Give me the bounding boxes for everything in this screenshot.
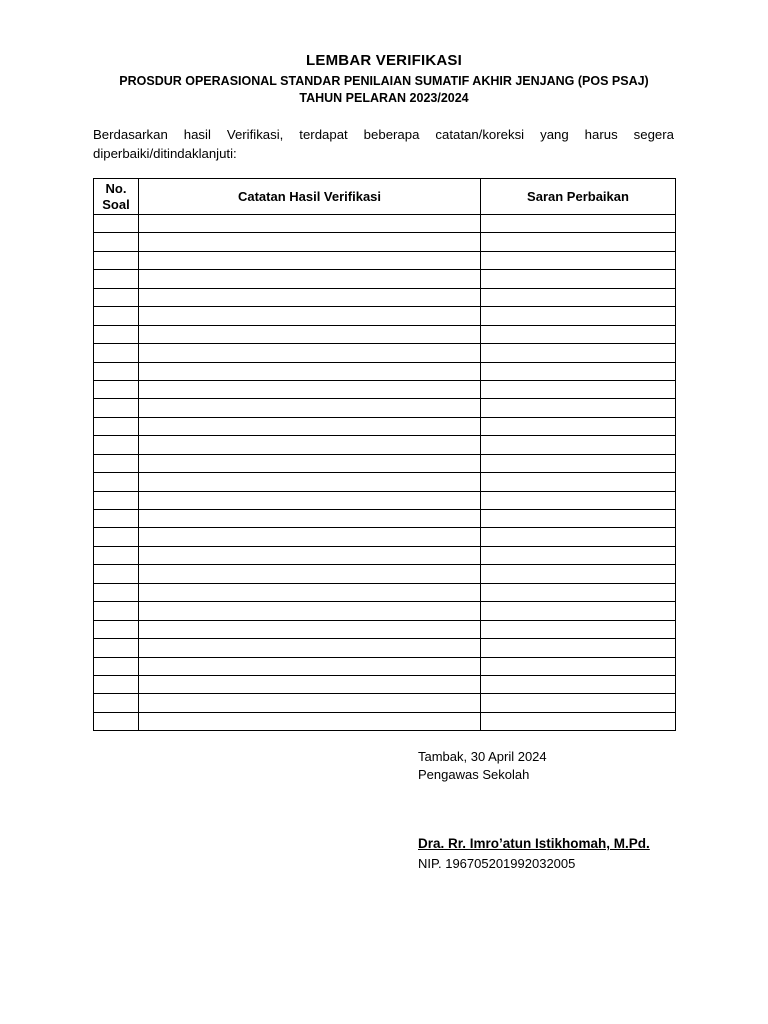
cell-saran[interactable] <box>481 325 676 343</box>
cell-no-soal[interactable] <box>94 657 139 675</box>
cell-catatan[interactable] <box>139 583 481 601</box>
cell-no-soal[interactable] <box>94 546 139 564</box>
cell-catatan[interactable] <box>139 436 481 454</box>
cell-no-soal[interactable] <box>94 712 139 730</box>
table-row <box>94 417 676 435</box>
cell-catatan[interactable] <box>139 417 481 435</box>
cell-no-soal[interactable] <box>94 344 139 362</box>
cell-no-soal[interactable] <box>94 620 139 638</box>
cell-no-soal[interactable] <box>94 380 139 398</box>
cell-catatan[interactable] <box>139 602 481 620</box>
cell-saran[interactable] <box>481 399 676 417</box>
table-row <box>94 399 676 417</box>
cell-catatan[interactable] <box>139 491 481 509</box>
verification-table <box>93 178 676 731</box>
cell-no-soal[interactable] <box>94 473 139 491</box>
cell-catatan[interactable] <box>139 639 481 657</box>
cell-catatan[interactable] <box>139 528 481 546</box>
cell-catatan[interactable] <box>139 675 481 693</box>
table-row <box>94 380 676 398</box>
cell-no-soal[interactable] <box>94 454 139 472</box>
table-row <box>94 510 676 528</box>
cell-no-soal[interactable] <box>94 215 139 233</box>
cell-saran[interactable] <box>481 694 676 712</box>
cell-saran[interactable] <box>481 215 676 233</box>
cell-catatan[interactable] <box>139 546 481 564</box>
cell-saran[interactable] <box>481 233 676 251</box>
cell-catatan[interactable] <box>139 380 481 398</box>
cell-catatan[interactable] <box>139 215 481 233</box>
cell-no-soal[interactable] <box>94 528 139 546</box>
column-header-saran: Saran Perbaikan <box>481 179 676 215</box>
table-row <box>94 288 676 306</box>
cell-saran[interactable] <box>481 565 676 583</box>
cell-catatan[interactable] <box>139 510 481 528</box>
table-row <box>94 325 676 343</box>
cell-saran[interactable] <box>481 602 676 620</box>
table-row <box>94 620 676 638</box>
cell-no-soal[interactable] <box>94 325 139 343</box>
cell-saran[interactable] <box>481 657 676 675</box>
table-row <box>94 233 676 251</box>
table-row <box>94 583 676 601</box>
table-row <box>94 473 676 491</box>
cell-catatan[interactable] <box>139 454 481 472</box>
cell-saran[interactable] <box>481 454 676 472</box>
signature-role: Pengawas Sekolah <box>418 767 530 782</box>
cell-no-soal[interactable] <box>94 362 139 380</box>
cell-catatan[interactable] <box>139 712 481 730</box>
cell-saran[interactable] <box>481 473 676 491</box>
cell-no-soal[interactable] <box>94 399 139 417</box>
cell-catatan[interactable] <box>139 565 481 583</box>
table-row <box>94 270 676 288</box>
cell-saran[interactable] <box>481 675 676 693</box>
column-header-no-soal: No. Soal <box>94 179 139 215</box>
cell-catatan[interactable] <box>139 620 481 638</box>
table-row <box>94 565 676 583</box>
table-row <box>94 436 676 454</box>
cell-saran[interactable] <box>481 436 676 454</box>
cell-catatan[interactable] <box>139 233 481 251</box>
table-row <box>94 694 676 712</box>
table-row <box>94 546 676 564</box>
table-row <box>94 251 676 269</box>
table-row <box>94 215 676 233</box>
cell-catatan[interactable] <box>139 344 481 362</box>
cell-catatan[interactable] <box>139 694 481 712</box>
cell-no-soal[interactable] <box>94 307 139 325</box>
table-row <box>94 528 676 546</box>
cell-no-soal[interactable] <box>94 270 139 288</box>
cell-saran[interactable] <box>481 380 676 398</box>
signature-place-date: Tambak, 30 April 2024 <box>418 749 547 764</box>
cell-catatan[interactable] <box>139 657 481 675</box>
table-row <box>94 602 676 620</box>
cell-catatan[interactable] <box>139 362 481 380</box>
signature-name: Dra. Rr. Imro’atun Istikhomah, M.Pd. <box>418 836 650 851</box>
table-row <box>94 307 676 325</box>
cell-saran[interactable] <box>481 639 676 657</box>
cell-no-soal[interactable] <box>94 565 139 583</box>
cell-no-soal[interactable] <box>94 491 139 509</box>
intro-paragraph: Berdasarkan hasil Verifikasi, terdapat beberapa catatan/koreksi yang harus segera diperbaiki/ditindaklanjuti: <box>93 127 674 161</box>
cell-no-soal[interactable] <box>94 639 139 657</box>
cell-saran[interactable] <box>481 583 676 601</box>
document-title: LEMBAR VERIFIKASI <box>306 52 462 69</box>
table-header-row <box>94 179 676 215</box>
cell-saran[interactable] <box>481 417 676 435</box>
cell-catatan[interactable] <box>139 399 481 417</box>
signature-nip: NIP. 196705201992032005 <box>418 856 576 871</box>
cell-saran[interactable] <box>481 362 676 380</box>
cell-saran[interactable] <box>481 491 676 509</box>
cell-saran[interactable] <box>481 528 676 546</box>
cell-catatan[interactable] <box>139 288 481 306</box>
cell-no-soal[interactable] <box>94 251 139 269</box>
table-row <box>94 657 676 675</box>
table-row <box>94 712 676 730</box>
cell-no-soal[interactable] <box>94 436 139 454</box>
cell-catatan[interactable] <box>139 325 481 343</box>
cell-no-soal[interactable] <box>94 417 139 435</box>
cell-catatan[interactable] <box>139 307 481 325</box>
cell-saran[interactable] <box>481 510 676 528</box>
cell-saran[interactable] <box>481 546 676 564</box>
cell-saran[interactable] <box>481 307 676 325</box>
cell-saran[interactable] <box>481 270 676 288</box>
cell-no-soal[interactable] <box>94 602 139 620</box>
cell-saran[interactable] <box>481 712 676 730</box>
cell-catatan[interactable] <box>139 251 481 269</box>
cell-saran[interactable] <box>481 620 676 638</box>
column-header-catatan: Catatan Hasil Verifikasi <box>139 179 481 215</box>
table-row <box>94 454 676 472</box>
document-year-line: TAHUN PELARAN 2023/2024 <box>299 91 469 105</box>
cell-catatan[interactable] <box>139 473 481 491</box>
table-row <box>94 639 676 657</box>
table-body <box>94 215 676 731</box>
cell-saran[interactable] <box>481 344 676 362</box>
cell-no-soal[interactable] <box>94 583 139 601</box>
table-row <box>94 362 676 380</box>
cell-saran[interactable] <box>481 288 676 306</box>
cell-no-soal[interactable] <box>94 675 139 693</box>
cell-no-soal[interactable] <box>94 233 139 251</box>
cell-catatan[interactable] <box>139 270 481 288</box>
cell-no-soal[interactable] <box>94 694 139 712</box>
cell-no-soal[interactable] <box>94 288 139 306</box>
table-row <box>94 491 676 509</box>
document-subtitle: PROSDUR OPERASIONAL STANDAR PENILAIAN SUMATIF AKHIR JENJANG (POS PSAJ) <box>119 74 649 88</box>
cell-saran[interactable] <box>481 251 676 269</box>
table-row <box>94 344 676 362</box>
cell-no-soal[interactable] <box>94 510 139 528</box>
table-row <box>94 675 676 693</box>
